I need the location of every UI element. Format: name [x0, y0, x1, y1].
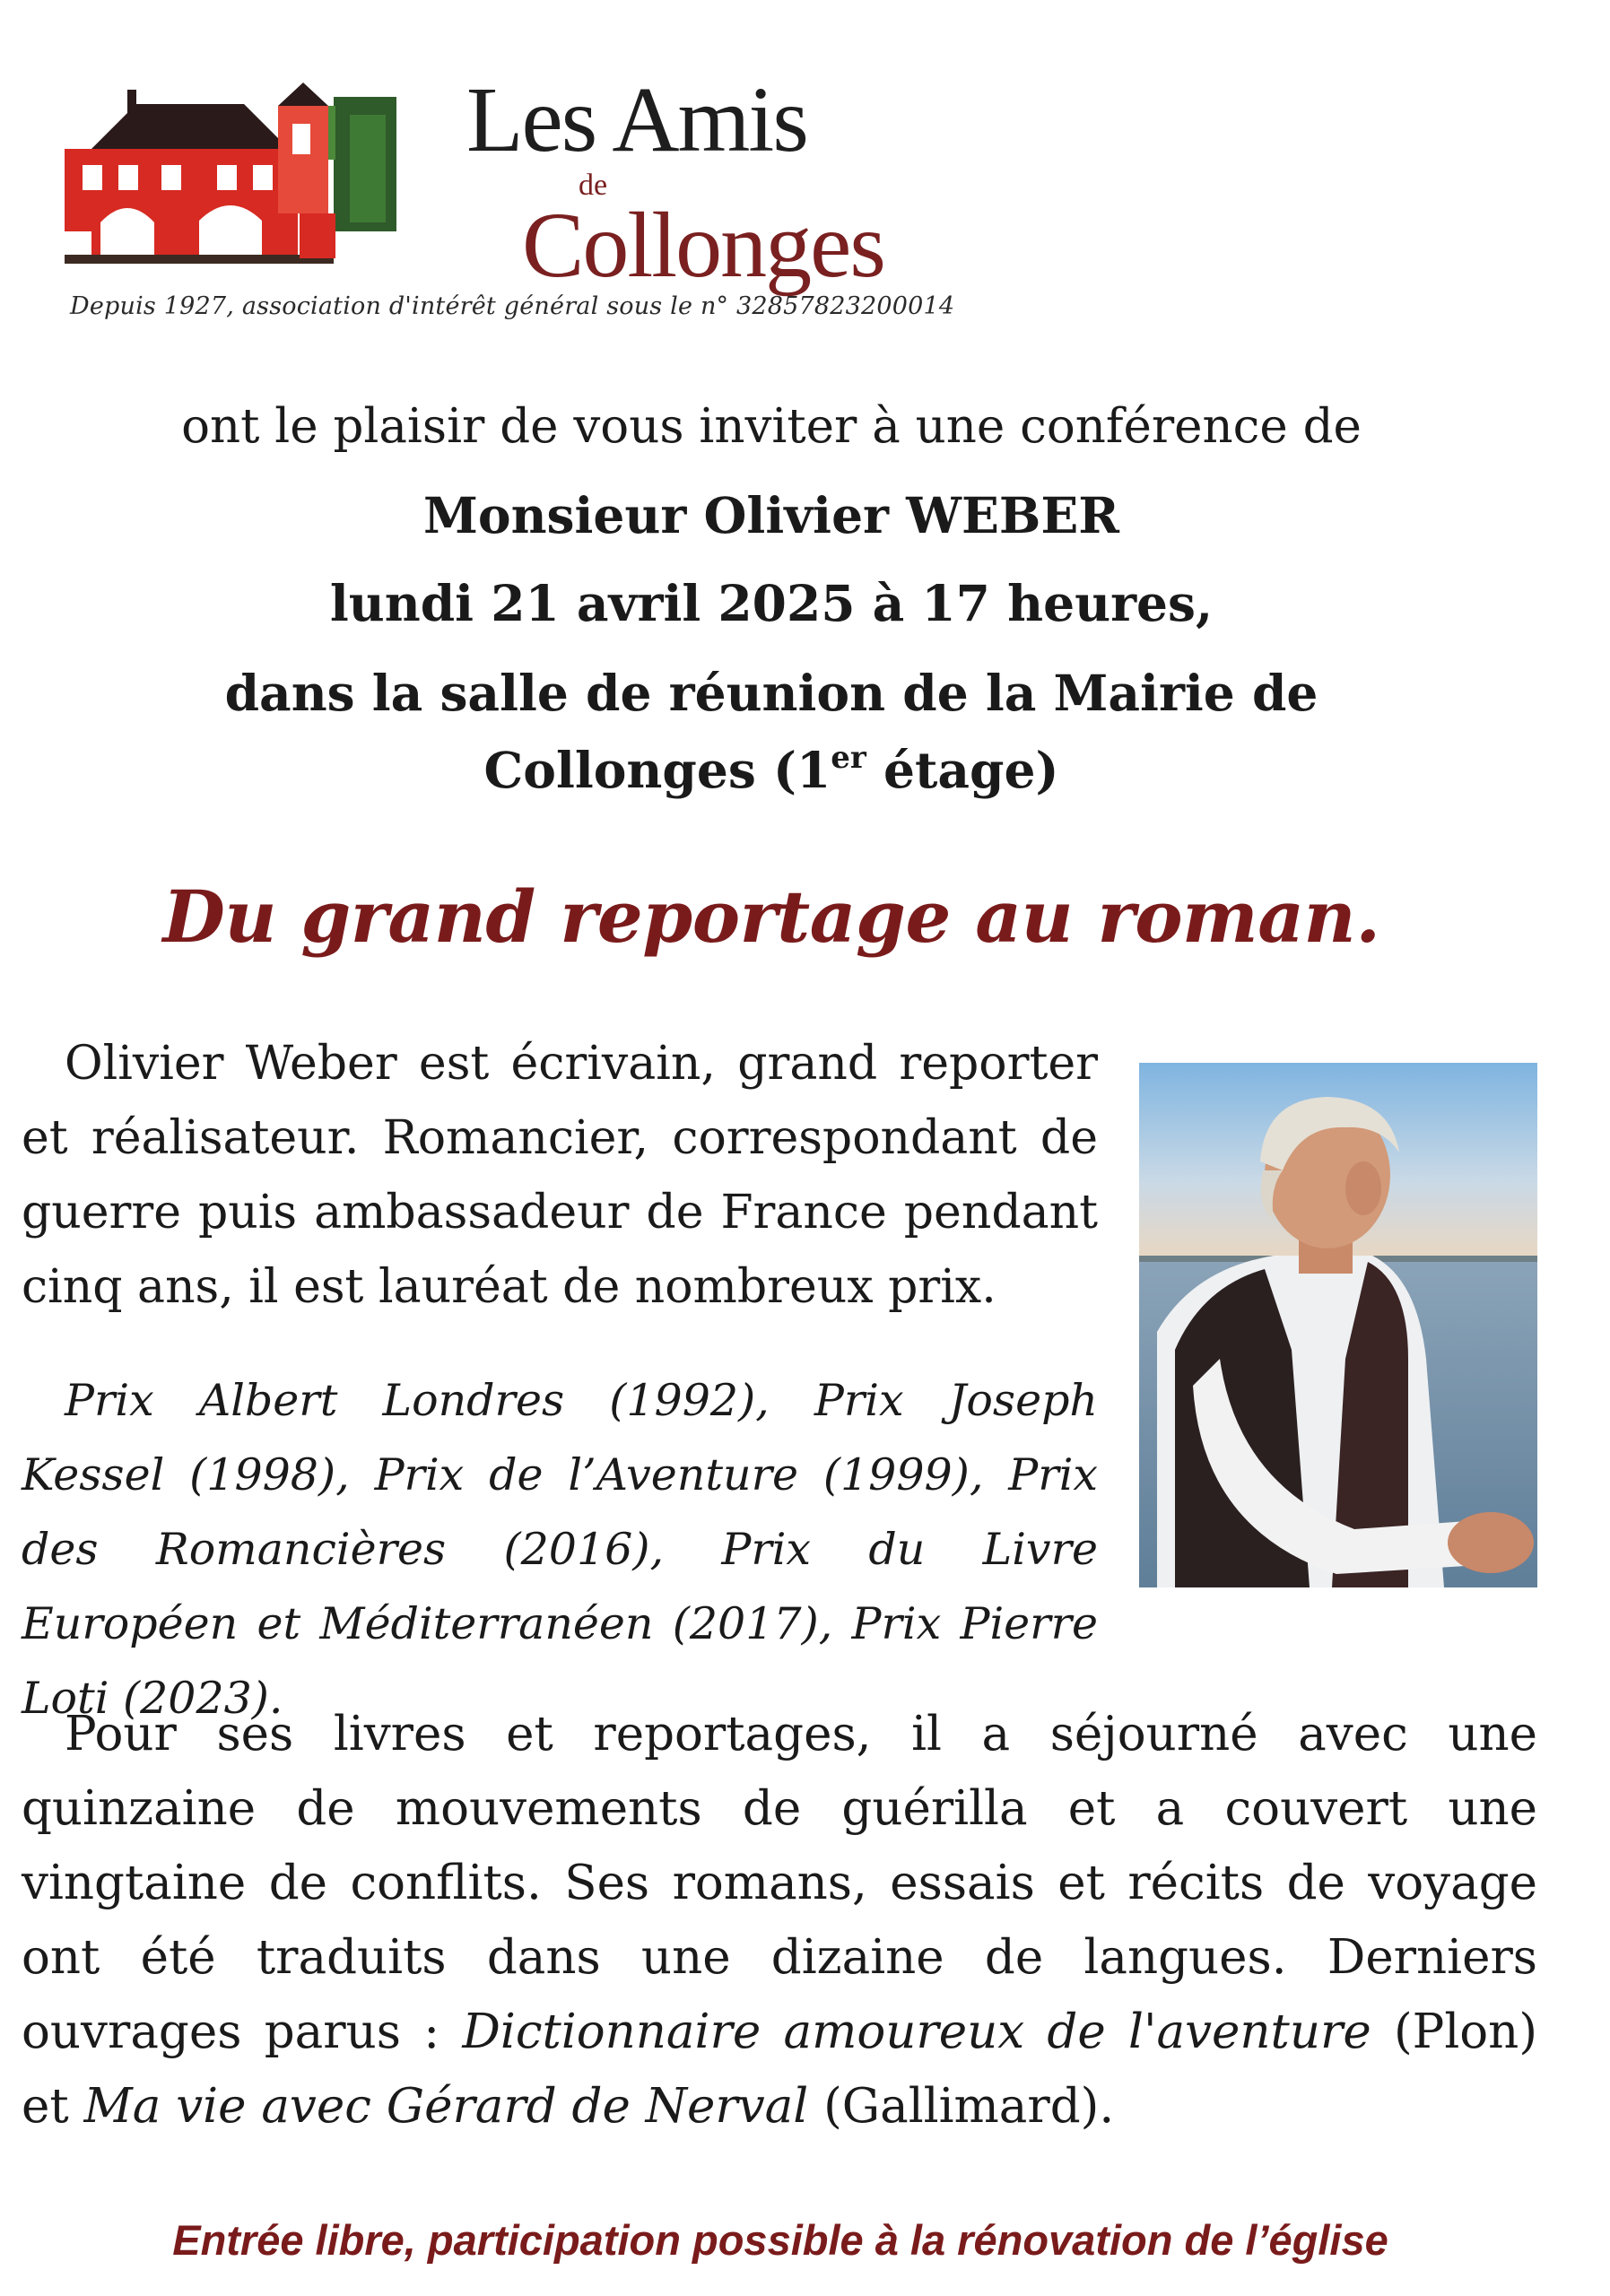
- association-logo-picture: [65, 79, 396, 267]
- event-place-line-2-start: Collonges (1: [483, 741, 831, 799]
- logo-line-les-amis: Les Amis: [466, 68, 807, 171]
- event-date: lundi 21 avril 2025 à 17 heures,: [329, 574, 1214, 632]
- bio-paragraph-2-text: Pour ses livres et reportages, il a séjourné avec une quinzaine de mouvements de guérilla et a couvert une vingtaine de conflits. Ses romans, essais et récits de voyage ont été traduits dans une dizaine de langues. Derniers ouvrages parus :: [22, 1707, 1537, 2059]
- event-place-line-1: dans la salle de réunion de la Mairie de: [224, 664, 1318, 722]
- book-publisher-gallimard: (Gallimard).: [808, 2079, 1115, 2134]
- bio-prizes-block: [22, 1363, 1098, 1735]
- speaker-name: Monsieur Olivier WEBER: [423, 486, 1119, 544]
- bio-paragraph-2: [22, 1697, 1537, 2144]
- conference-title: Du grand reportage au roman.: [162, 874, 1380, 959]
- invitation-intro: ont le plaisir de vous inviter à une conférence de: [181, 399, 1362, 454]
- bio-prizes: Prix Albert Londres (1992), Prix Joseph Kessel (1998), Prix de l’Aventure (1999), Prix des Romancières (2016), Prix du Livre Européen et Méditerranéen (2017), Prix Pierre Loti (2023).: [22, 1375, 1098, 1724]
- book-title-dictionnaire: Dictionnaire amoureux de l'aventure: [462, 2005, 1371, 2059]
- footer-notice: Entrée libre, participation possible à la rénovation de l’église: [172, 2216, 1388, 2264]
- logo-line-de: de: [579, 169, 608, 202]
- event-place-floor-superscript: er: [831, 740, 866, 776]
- book-publisher-plon: (Plon) et: [22, 2005, 1537, 2134]
- event-place-line-2: [0, 741, 1543, 799]
- speaker-portrait-photo: [1139, 1063, 1537, 1587]
- book-title-nerval: Ma vie avec Gérard de Nerval: [83, 2079, 809, 2134]
- event-place-line-2-end: étage): [866, 741, 1059, 799]
- association-subtitle: Depuis 1927, association d'intérêt général sous le n° 32857823200014: [70, 292, 955, 320]
- logo-line-collonges: Collonges: [522, 194, 884, 297]
- bio-paragraph-1-block: [22, 1027, 1098, 1325]
- bio-paragraph-1: Olivier Weber est écrivain, grand reporter et réalisateur. Romancier, correspondant de guerre puis ambassadeur de France pendant cinq ans, il est lauréat de nombreux prix.: [22, 1037, 1098, 1314]
- association-logo-wordmark: [466, 68, 884, 297]
